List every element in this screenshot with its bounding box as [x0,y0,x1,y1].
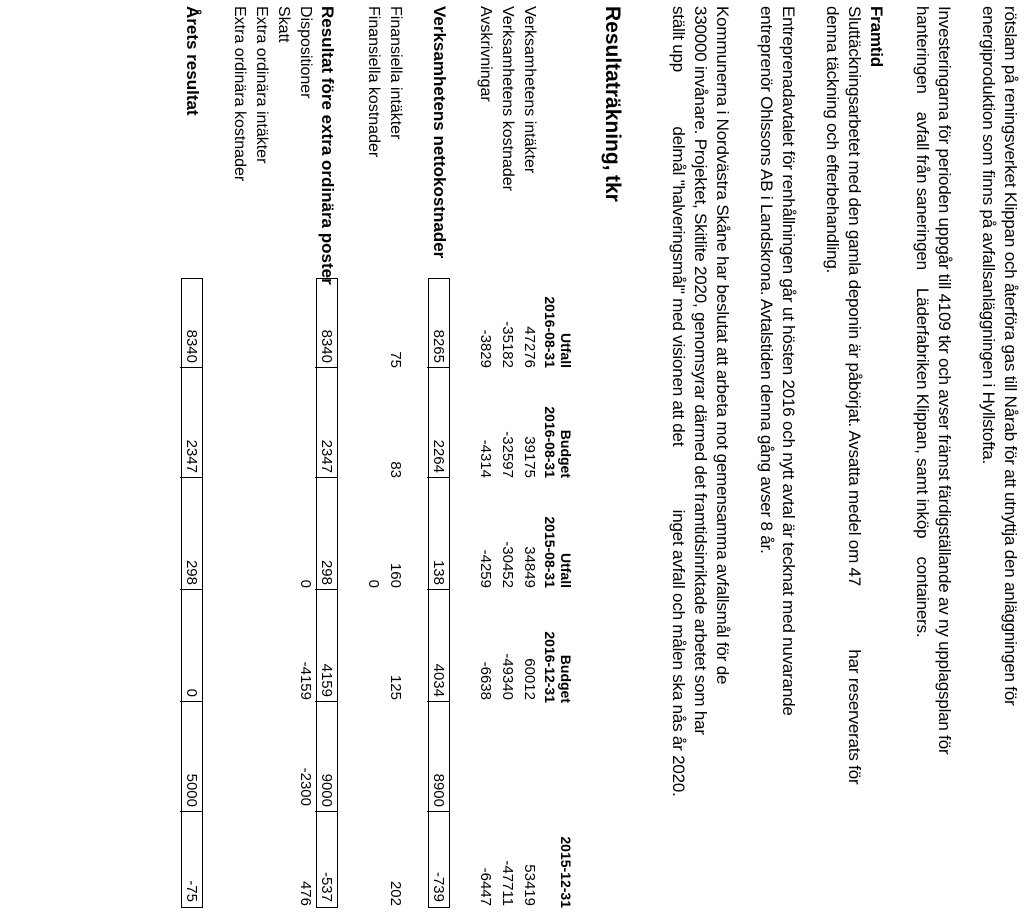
cell: -4314 [477,439,494,478]
row-label-dispositioner: Dispositioner [297,6,314,99]
table-title: Resultaträkning, [601,6,624,171]
paragraph-kommunerna-line-1: Kommunerna i Nordvästra Skåne har beslutat att arbeta mot gemensamma avfallsmål för de [713,6,732,685]
column-header-4 [542,585,574,703]
cell: -537 [315,811,337,906]
cell: 9000 [315,701,337,811]
cell: 2347 [180,367,202,477]
cell: 125 [387,674,404,700]
cell: -4159 [297,661,314,700]
heading-framtid: Framtid [867,6,886,67]
column-kind: Utfall [558,333,574,368]
cell: 8265 [430,329,447,363]
row-label-nettokostnader: Verksamhetens nettokostnader [430,6,449,259]
boxed-row-fore-extra [316,278,338,908]
row-label-avskrivningar: Avskrivningar [477,6,494,102]
column-kind: Budget [558,654,574,703]
cell: 39175 [521,436,538,478]
cell: 53419 [521,864,538,906]
cell: -739 [427,811,449,906]
cell: -3829 [477,329,494,368]
cell: 0 [365,579,382,588]
paragraph-kommunerna-line-2: 330000 invånare. Projektet, Skitlite 2020, genomsyrar därmed det framtidsinriktade arbetet som har [691,6,710,735]
cell: 2264 [427,367,449,477]
column-header-2 [542,360,574,478]
row-label-arets-resultat: Årets resultat [183,6,202,116]
column-date: 2016-12-31 [542,631,558,703]
column-date: 2015-08-31 [542,516,558,588]
cell: 5000 [180,701,202,811]
cell: 0 [180,589,202,701]
boxed-row-arets-resultat [181,278,203,908]
cell: -2300 [297,767,314,806]
row-label-finansiella-kostnader: Finansiella kostnader [365,6,382,158]
cell: 8340 [318,329,335,363]
paragraph-investments-line-2: hanteringen avfall från saneringen Läderfabriken Klippan, samt inköp containers. [913,6,932,638]
row-label-finansiella-intakter: Finansiella intäkter [387,6,404,140]
table-unit: tkr [601,175,624,202]
cell: 8340 [183,329,200,363]
cell: -32597 [499,431,516,478]
paragraph-sluttackning-line-1: Sluttäckningsarbetet med den gamla deponin är påbörjat. Avsatta medel om 47 har reserverats för [845,6,864,785]
cell: 298 [315,477,337,589]
cell: 75 [387,351,404,368]
boxed-row-nettokostnader [428,278,450,908]
column-kind: Utfall [558,553,574,588]
row-label-extra-kostnader: Extra ordinära kostnader [231,6,248,182]
paragraph-entreprenad-line-1: Entreprenadavtalet för renhållningen går ut hösten 2016 och nytt avtal är tecknat med nuvarande [779,6,798,716]
cell: 83 [387,461,404,478]
income-statement-title [600,6,624,202]
cell: -75 [180,811,202,906]
column-header-5 [558,790,574,908]
cell: 298 [180,477,202,589]
paragraph-biogas-line-2: energiproduktion som finns på avfallsanläggningen i Hyllstofta. [979,6,998,465]
row-label-kostnader: Verksamhetens kostnader [499,6,516,191]
column-date: 2016-08-31 [542,406,558,478]
paragraph-investments-line-1: Investeringarna för perioden uppgår till 4109 tkr och avser främst färdigställande av ny upplagsplan för [935,6,954,755]
column-date: 2015-12-31 [558,836,574,908]
cell: 2347 [315,367,337,477]
row-label-skatt: Skatt [275,6,292,43]
cell: -30452 [499,541,516,588]
paragraph-sluttackning-line-2: denna täckning och efterbehandling. [823,6,842,274]
paragraph-kommunerna-line-3: ställt upp delmål "halveringsmål" med visionen att det inget avfall och målen ska nås år 2020. [669,6,688,797]
cell: -6447 [477,867,494,906]
cell: 202 [387,880,404,906]
paragraph-entreprenad-line-2: entreprenör Ohlssons AB i Landskrona. Avtalstiden denna gång avser 8 år. [757,6,776,554]
column-header-3 [542,470,574,588]
cell: 138 [427,477,449,589]
cell: -35182 [499,321,516,368]
column-header-1 [542,250,574,368]
cell: -4259 [477,549,494,588]
cell: 34849 [521,546,538,588]
cell: 4159 [315,589,337,701]
cell: -49340 [499,653,516,700]
cell: 0 [297,579,314,588]
row-label-extra-intakter: Extra ordinära intäkter [253,6,270,164]
column-kind: Budget [558,429,574,478]
cell: 476 [297,880,314,906]
paragraph-biogas-line-1: rötslam på reningsverket Klippan och återföra gas till Nårab för att utnyttja den anläggningen för [1001,6,1020,706]
cell: 4034 [427,589,449,701]
row-label-intakter: Verksamhetens intäkter [521,6,538,174]
row-label-resultat-fore-extra: Resultat före extra ordinära poster [318,6,337,285]
cell: -6638 [477,661,494,700]
cell: 47276 [521,326,538,368]
cell: -47711 [499,860,516,906]
cell: 160 [387,562,404,588]
column-date: 2016-08-31 [542,296,558,368]
cell: 8900 [427,701,449,811]
cell: 60012 [521,658,538,700]
